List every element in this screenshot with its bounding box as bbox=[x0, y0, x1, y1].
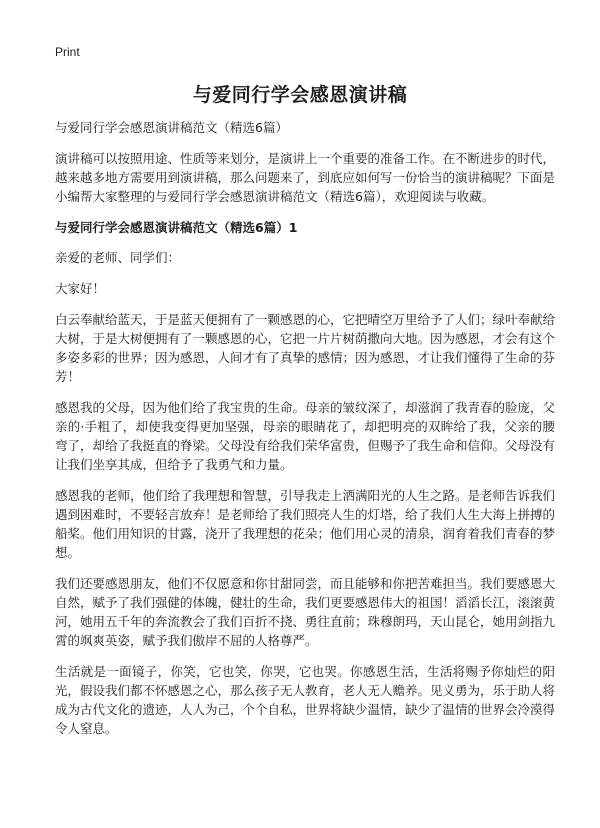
body-paragraph: 感恩我的老师，他们给了我理想和智慧，引导我走上洒满阳光的人生之路。是老师告诉我们遇到困难时，不要轻言放弃！是老师给了我们照亮人生的灯塔，给了我们人生大海上拼搏的船桨。他们用知识的甘露，浇开了我理想的花朵；他们用心灵的清泉，润育着我们青春的梦想。 bbox=[55, 488, 556, 560]
body-paragraph: 白云奉献给蓝天，于是蓝天便拥有了一颗感恩的心，它把晴空万里给予了人们；绿叶奉献给大树，于是大树便拥有了一颗感恩的心，它把一片片树荫撒向大地。因为感恩，才会有这个多姿多彩的世界；因为感恩，人间才有了真挚的感情；因为感恩，才让我们懂得了生命的芬芳！ bbox=[55, 312, 556, 384]
intro-paragraph: 演讲稿可以按照用途、性质等来划分，是演讲上一个重要的准备工作。在不断进步的时代，越来越多地方需要用到演讲稿，那么问题来了，到底应如何写一份恰当的演讲稿呢？下面是小编帮大家整理的与爱同行学会感恩演讲稿范文（精选6篇），欢迎阅读与收藏。 bbox=[55, 151, 556, 204]
document-subtitle: 与爱同行学会感恩演讲稿范文（精选6篇） bbox=[55, 120, 288, 135]
body-paragraph: 生活就是一面镜子，你笑，它也笑，你哭，它也哭。你感恩生活，生活将赐予你灿烂的阳光，假设我们都不怀感恩之心，那么孩子无人教育，老人无人赡养。见义勇为，乐于助人将成为古代文化的遗迹，人人为己，个个自私，世界将缺少温情，缺少了温情的世界会冷漠得令人窒息。 bbox=[55, 664, 556, 736]
document-title: 与爱同行学会感恩演讲稿 bbox=[192, 84, 408, 106]
section-heading: 与爱同行学会感恩演讲稿范文（精选6篇）1 bbox=[55, 220, 298, 235]
salutation: 大家好！ bbox=[55, 281, 106, 296]
body-paragraph: 我们还要感恩朋友，他们不仅愿意和你甘甜同尝，而且能够和你把苦难担当。我们要感恩大自然，赋予了我们强健的体魄，健壮的生命，我们更要感恩伟大的祖国！滔滔长江，滚滚黄河，她用五千年的奔流教会了我们百折不挠、勇往直前；珠穆朗玛，天山昆仑，她用剑指九霄的飒爽英姿，赋予我们傲岸不屈的人格尊严。 bbox=[55, 576, 556, 648]
print-link[interactable]: Print bbox=[55, 45, 80, 59]
body-paragraph: 感恩我的父母，因为他们给了我宝贵的生命。母亲的皱纹深了，却滋润了我青春的脸庞，父亲的·手粗了，却使我变得更加坚强，母亲的眼睛花了，却把明亮的双眸给了我，父亲的腰弯了，却给了我挺直的脊梁。父母没有给我们荣华富贵，但赐予了我生命和信仰。父母没有让我们坐享其成，但给予了我勇气和力量。 bbox=[55, 400, 556, 472]
document-body bbox=[55, 118, 555, 750]
greeting: 亲爱的老师、同学们： bbox=[55, 250, 181, 265]
